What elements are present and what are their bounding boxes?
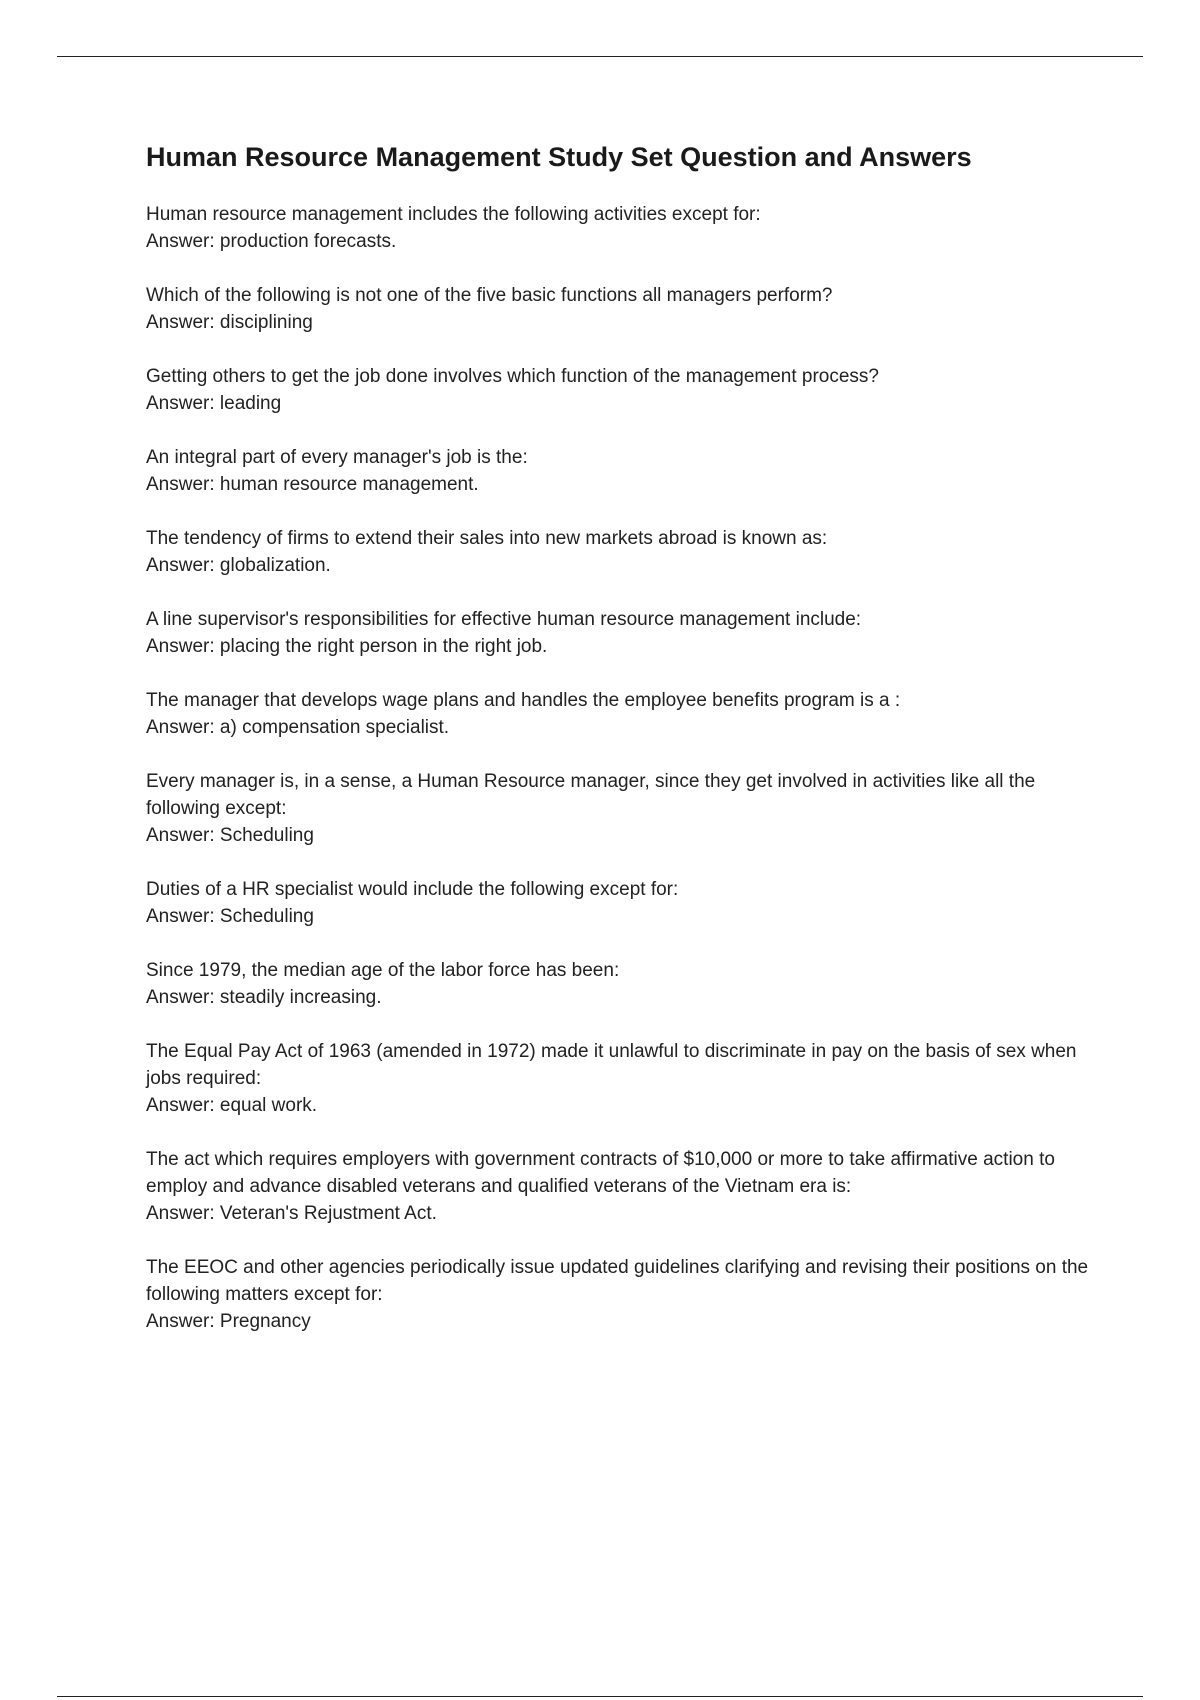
answer-text: Answer: equal work. [146, 1095, 318, 1117]
question-text: Human resource management includes the following activities except for: [146, 204, 761, 226]
answer-text: Answer: Veteran's Rejustment Act. [146, 1203, 437, 1225]
qa-item [146, 363, 1096, 417]
header-rule [57, 56, 1143, 57]
qa-item [146, 444, 1096, 498]
question-text: Getting others to get the job done involves which function of the management process? [146, 366, 880, 388]
qa-item [146, 1146, 1096, 1227]
qa-item [146, 525, 1096, 579]
document-title: Human Resource Management Study Set Question and Answers [146, 142, 972, 172]
question-text: The act which requires employers with government contracts of $10,000 or more to take affirmative action to employ and advance disabled veterans and qualified veterans of the Vietnam era is: [146, 1149, 1055, 1198]
answer-text: Answer: Scheduling [146, 825, 314, 847]
qa-item [146, 876, 1096, 930]
answer-text: Answer: globalization. [146, 555, 331, 577]
answer-text: Answer: human resource management. [146, 474, 479, 496]
qa-item [146, 687, 1096, 741]
answer-text: Answer: disciplining [146, 312, 313, 334]
answer-text: Answer: placing the right person in the right job. [146, 636, 548, 658]
question-text: The Equal Pay Act of 1963 (amended in 1972) made it unlawful to discriminate in pay on the basis of sex when jobs required: [146, 1041, 1077, 1090]
answer-text: Answer: a) compensation specialist. [146, 717, 450, 739]
question-text: The EEOC and other agencies periodically issue updated guidelines clarifying and revising their positions on the following matters except for: [146, 1257, 1089, 1306]
question-text: The tendency of firms to extend their sales into new markets abroad is known as: [146, 528, 828, 550]
answer-text: Answer: leading [146, 393, 282, 415]
qa-item [146, 201, 1096, 255]
qa-item [146, 1038, 1096, 1119]
answer-text: Answer: production forecasts. [146, 231, 397, 253]
answer-text: Answer: steadily increasing. [146, 987, 382, 1009]
document-body [146, 140, 1096, 1362]
question-text: Duties of a HR specialist would include the following except for: [146, 879, 679, 901]
question-text: An integral part of every manager's job is the: [146, 447, 528, 469]
question-text: Which of the following is not one of the five basic functions all managers perform? [146, 285, 833, 307]
footer-rule [57, 1696, 1143, 1697]
answer-text: Answer: Scheduling [146, 906, 314, 928]
question-text: Since 1979, the median age of the labor force has been: [146, 960, 620, 982]
answer-text: Answer: Pregnancy [146, 1311, 311, 1333]
qa-item [146, 768, 1096, 849]
qa-item [146, 606, 1096, 660]
qa-item [146, 957, 1096, 1011]
qa-item [146, 282, 1096, 336]
qa-item [146, 1254, 1096, 1335]
question-text: Every manager is, in a sense, a Human Resource manager, since they get involved in activities like all the following except: [146, 771, 1036, 820]
question-text: A line supervisor's responsibilities for effective human resource management include: [146, 609, 862, 631]
question-text: The manager that develops wage plans and handles the employee benefits program is a : [146, 690, 901, 712]
